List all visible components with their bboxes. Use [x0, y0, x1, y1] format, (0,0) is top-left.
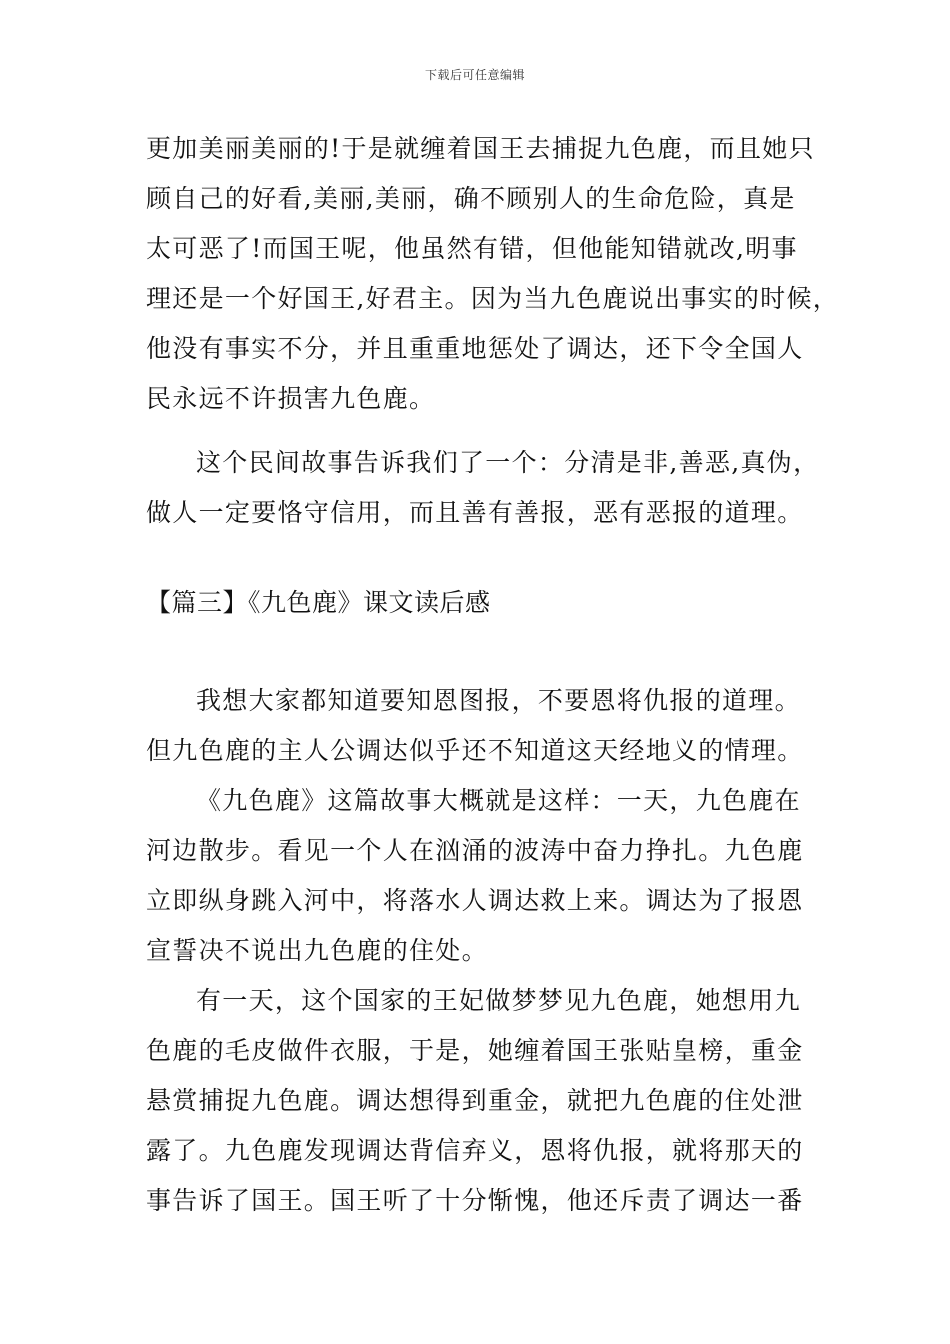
text-line: 悬赏捕捉九色鹿。调达想得到重金，就把九色鹿的住处泄: [146, 1086, 804, 1115]
text-line: 民永远不许损害九色鹿。: [146, 384, 436, 413]
text-line: 他没有事实不分，并且重重地惩处了调达，还下令全国人: [146, 334, 804, 363]
section-spacer: [146, 628, 811, 676]
section-heading: 【篇三】《九色鹿》课文读后感: [146, 588, 491, 617]
text-line: 太可恶了!而国王呢，他虽然有错，但他能知错就改,明事: [146, 234, 798, 263]
paragraph: [146, 976, 811, 1226]
section-spacer: [146, 538, 811, 578]
paragraph: [146, 676, 811, 776]
text-line: 色鹿的毛皮做件衣服，于是，她缠着国王张贴皇榜，重金: [146, 1036, 804, 1065]
paragraph: [146, 438, 820, 538]
document-body: [146, 124, 840, 1226]
text-line: 做人一定要恪守信用，而且善有善报，恶有恶报的道理。: [146, 498, 804, 527]
text-line: 事告诉了国王。国王听了十分惭愧，他还斥责了调达一番: [146, 1186, 804, 1215]
text-line: 更加美丽美丽的!于是就缠着国王去捕捉九色鹿，而且她只: [146, 134, 815, 163]
paragraph: [146, 124, 840, 424]
text-line: 理还是一个好国王,好君主。因为当九色鹿说出事实的时候，: [146, 284, 840, 313]
paragraph: [146, 776, 811, 976]
text-line: 顾自己的好看,美丽,美丽，确不顾别人的生命危险，真是: [146, 184, 796, 213]
text-line: 有一天，这个国家的王妃做梦梦见九色鹿，她想用九: [196, 986, 801, 1015]
text-line: 这个民间故事告诉我们了一个：分清是非,善恶,真伪，: [196, 448, 820, 477]
text-line: 但九色鹿的主人公调达似乎还不知道这天经地义的情理。: [146, 736, 804, 765]
paragraph-spacer: [146, 424, 811, 438]
text-line: 《九色鹿》这篇故事大概就是这样：一天，九色鹿在: [196, 786, 801, 815]
text-line: 宣誓决不说出九色鹿的住处。: [146, 936, 488, 965]
text-line: 立即纵身跳入河中，将落水人调达救上来。调达为了报恩: [146, 886, 804, 915]
text-line: 河边散步。看见一个人在汹涌的波涛中奋力挣扎。九色鹿: [146, 836, 804, 865]
page-header-note: 下载后可任意编辑: [424, 68, 525, 82]
text-line: 露了。九色鹿发现调达背信弃义，恩将仇报，就将那天的: [146, 1136, 804, 1165]
text-line: 我想大家都知道要知恩图报，不要恩将仇报的道理。: [196, 686, 801, 715]
